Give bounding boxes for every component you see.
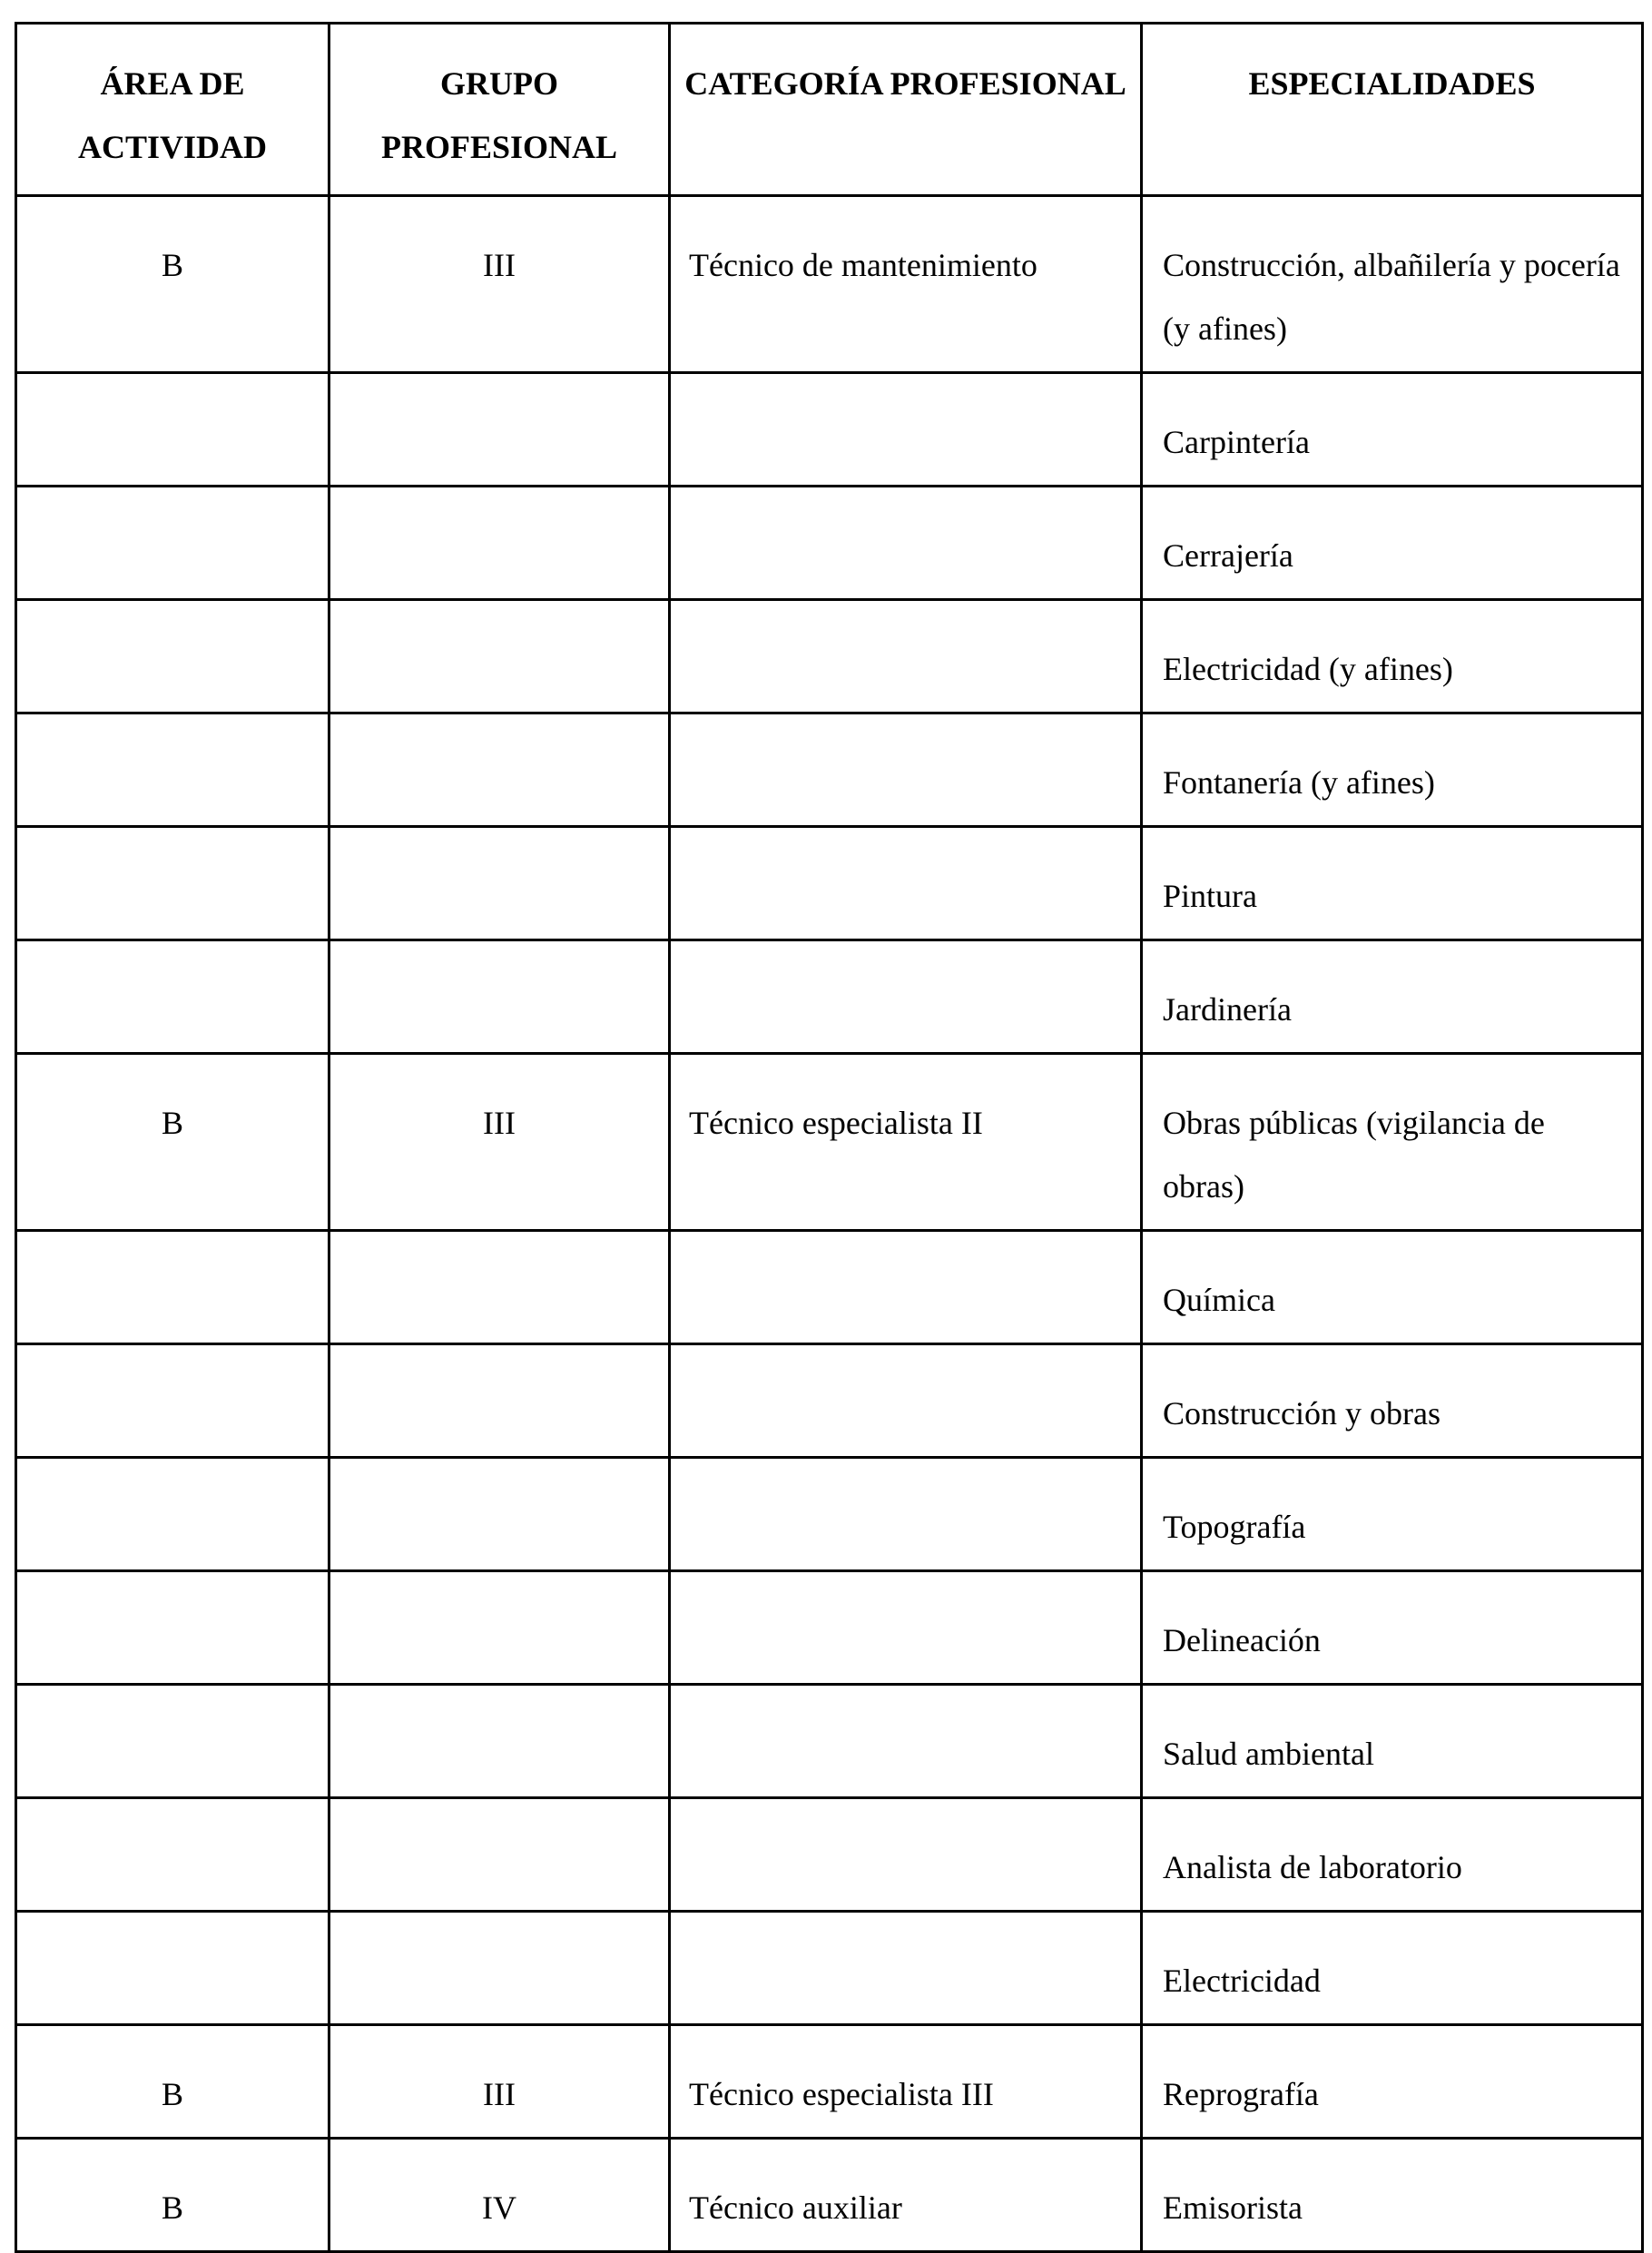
- table-row: [16, 940, 1643, 1054]
- table-row: [16, 1912, 1643, 2025]
- cell-especialidad: Electricidad (y afines): [1142, 600, 1643, 713]
- cell-especialidad: Delineación: [1142, 1571, 1643, 1685]
- table-row: [16, 1685, 1643, 1798]
- table-row: [16, 196, 1643, 373]
- table-row: [16, 713, 1643, 827]
- cell-categoria: [670, 373, 1142, 487]
- cell-grupo: [329, 713, 670, 827]
- cell-categoria: [670, 1912, 1142, 2025]
- cell-area: [16, 827, 329, 940]
- table-row: [16, 1054, 1643, 1231]
- cell-categoria: Técnico de mantenimiento: [670, 196, 1142, 373]
- table-row: [16, 600, 1643, 713]
- cell-area: [16, 1685, 329, 1798]
- cell-categoria: [670, 1685, 1142, 1798]
- cell-categoria: [670, 1798, 1142, 1912]
- cell-grupo: [329, 600, 670, 713]
- cell-categoria: [670, 600, 1142, 713]
- cell-grupo: [329, 827, 670, 940]
- cell-categoria: Técnico especialista II: [670, 1054, 1142, 1231]
- cell-categoria: [670, 487, 1142, 600]
- cell-categoria: [670, 1231, 1142, 1344]
- cell-especialidad: Química: [1142, 1231, 1643, 1344]
- table-row: [16, 1571, 1643, 1685]
- cell-especialidad: Reprografía: [1142, 2025, 1643, 2139]
- table-row: [16, 1231, 1643, 1344]
- cell-grupo: IV: [329, 2139, 670, 2252]
- cell-especialidad: Cerrajería: [1142, 487, 1643, 600]
- cell-area: [16, 713, 329, 827]
- cell-especialidad: Fontanería (y afines): [1142, 713, 1643, 827]
- cell-area: B: [16, 196, 329, 373]
- cell-area: [16, 940, 329, 1054]
- header-categoria: CATEGORÍA PROFESIONAL: [670, 24, 1142, 196]
- cell-grupo: [329, 1571, 670, 1685]
- cell-categoria: [670, 827, 1142, 940]
- cell-especialidad: Salud ambiental: [1142, 1685, 1643, 1798]
- cell-especialidad: Construcción, albañilería y pocería (y afines): [1142, 196, 1643, 373]
- cell-grupo: III: [329, 196, 670, 373]
- cell-area: B: [16, 2139, 329, 2252]
- cell-especialidad: Carpintería: [1142, 373, 1643, 487]
- table-row: [16, 1458, 1643, 1571]
- cell-area: [16, 373, 329, 487]
- cell-especialidad: Analista de laboratorio: [1142, 1798, 1643, 1912]
- cell-categoria: [670, 1458, 1142, 1571]
- cell-especialidad: Jardinería: [1142, 940, 1643, 1054]
- table-row: [16, 1344, 1643, 1458]
- cell-area: [16, 1458, 329, 1571]
- cell-grupo: [329, 1458, 670, 1571]
- table-row: [16, 2139, 1643, 2252]
- cell-especialidad: Emisorista: [1142, 2139, 1643, 2252]
- header-grupo: GRUPO PROFESIONAL: [329, 24, 670, 196]
- cell-area: B: [16, 1054, 329, 1231]
- cell-categoria: [670, 1344, 1142, 1458]
- cell-categoria: Técnico especialista III: [670, 2025, 1142, 2139]
- cell-grupo: [329, 940, 670, 1054]
- cell-grupo: [329, 487, 670, 600]
- cell-grupo: [329, 1798, 670, 1912]
- header-area: ÁREA DE ACTIVIDAD: [16, 24, 329, 196]
- table-header-row: [16, 24, 1643, 196]
- cell-especialidad: Construcción y obras: [1142, 1344, 1643, 1458]
- table-row: [16, 827, 1643, 940]
- table-row: [16, 373, 1643, 487]
- cell-area: B: [16, 2025, 329, 2139]
- cell-area: [16, 600, 329, 713]
- cell-area: [16, 1344, 329, 1458]
- cell-grupo: III: [329, 1054, 670, 1231]
- cell-categoria: [670, 713, 1142, 827]
- cell-especialidad: Electricidad: [1142, 1912, 1643, 2025]
- cell-area: [16, 1231, 329, 1344]
- cell-grupo: [329, 373, 670, 487]
- cell-grupo: [329, 1912, 670, 2025]
- table-row: [16, 487, 1643, 600]
- cell-categoria: Técnico auxiliar: [670, 2139, 1142, 2252]
- especialidades-table: [15, 22, 1644, 2253]
- table-row: [16, 2025, 1643, 2139]
- cell-categoria: [670, 940, 1142, 1054]
- cell-grupo: III: [329, 2025, 670, 2139]
- cell-grupo: [329, 1231, 670, 1344]
- cell-grupo: [329, 1344, 670, 1458]
- table-row: [16, 1798, 1643, 1912]
- cell-area: [16, 1571, 329, 1685]
- cell-categoria: [670, 1571, 1142, 1685]
- cell-area: [16, 487, 329, 600]
- cell-grupo: [329, 1685, 670, 1798]
- cell-especialidad: Obras públicas (vigilancia de obras): [1142, 1054, 1643, 1231]
- cell-area: [16, 1912, 329, 2025]
- cell-area: [16, 1798, 329, 1912]
- header-especialidades: ESPECIALIDADES: [1142, 24, 1643, 196]
- cell-especialidad: Pintura: [1142, 827, 1643, 940]
- cell-especialidad: Topografía: [1142, 1458, 1643, 1571]
